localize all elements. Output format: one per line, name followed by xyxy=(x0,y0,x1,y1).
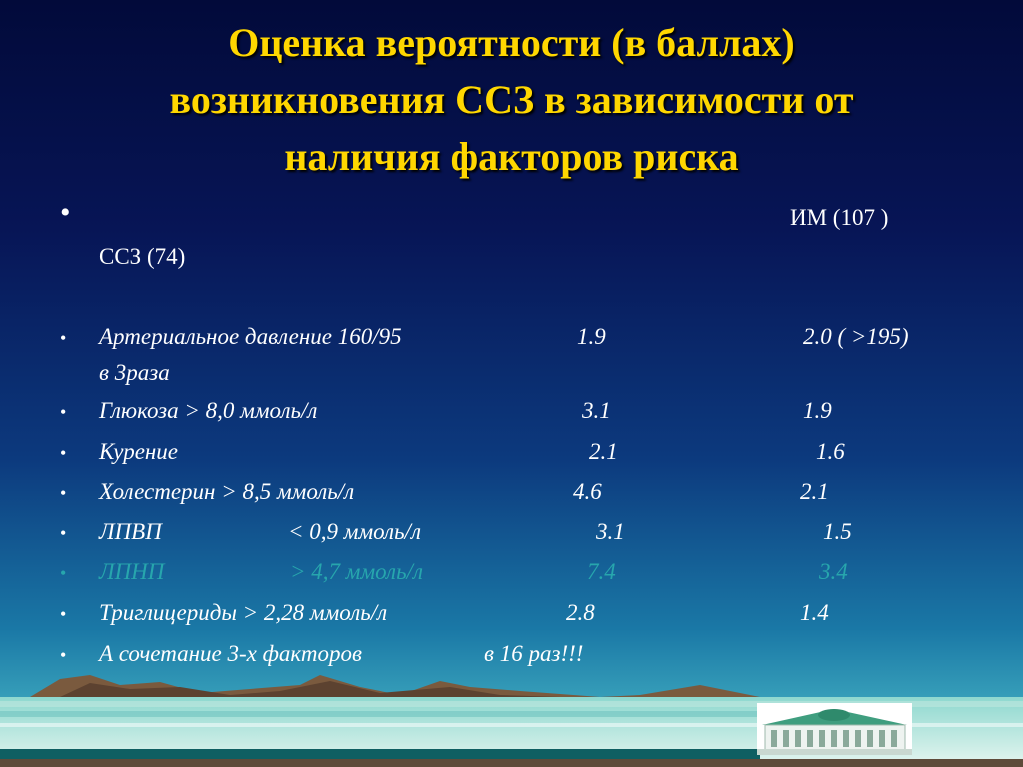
factor-label: Холестерин > 8,5 ммоль/л xyxy=(99,479,355,504)
building-illustration-icon xyxy=(757,703,912,755)
factor-label: А сочетание 3-х факторов xyxy=(99,641,362,666)
factor-label: Артериальное давление 160/95 xyxy=(99,324,402,349)
im-value: 1.9 xyxy=(577,324,606,349)
title-line-3: наличия факторов риска xyxy=(284,134,739,179)
im-value: 4.6 xyxy=(573,479,602,504)
bullet-icon: • xyxy=(60,604,67,624)
header-bullet: • xyxy=(60,196,71,229)
factor-label: ЛПВП xyxy=(99,519,162,544)
im-value: 2.1 xyxy=(589,439,618,464)
factor-label: ЛПНП xyxy=(99,559,165,584)
ssz-value: 1.4 xyxy=(800,600,829,625)
im-value: 2.8 xyxy=(566,600,595,625)
list-item-ldl xyxy=(0,559,1023,599)
im-value: 3.1 xyxy=(596,519,625,544)
bullet-icon: • xyxy=(60,523,67,543)
list-item-cholesterol xyxy=(0,479,1023,519)
bullet-icon: • xyxy=(60,328,67,348)
title-line-2: возникновения ССЗ в зависимости от xyxy=(169,77,854,122)
list-item-hdl xyxy=(0,519,1023,559)
threshold-label: < 0,9 ммоль/л xyxy=(288,519,421,544)
factor-label: Триглицериды > 2,28 ммоль/л xyxy=(99,600,388,625)
ssz-value: 2.1 xyxy=(800,479,829,504)
factor-label: Курение xyxy=(99,439,179,464)
bullet-icon: • xyxy=(60,443,67,463)
list-item-triglycerides xyxy=(0,600,1023,640)
title-line-1: Оценка вероятности (в баллах) xyxy=(228,20,795,65)
ssz-value: 1.6 xyxy=(816,439,845,464)
ssz-value: 1.5 xyxy=(823,519,852,544)
bullet-icon: • xyxy=(60,563,67,583)
ssz-value: 1.9 xyxy=(803,398,832,423)
bullet-icon: • xyxy=(60,483,67,503)
threshold-label: > 4,7 ммоль/л xyxy=(290,559,423,584)
extra-note: в 3раза xyxy=(99,360,170,385)
ssz-value: 3.4 xyxy=(819,559,848,584)
list-item-glucose xyxy=(0,398,1023,438)
factor-label: Глюкоза > 8,0 ммоль/л xyxy=(99,398,318,423)
im-value: в 16 раз!!! xyxy=(484,641,584,666)
bullet-icon: • xyxy=(60,645,67,665)
slide-title xyxy=(0,14,1023,185)
column-header-im: ИМ (107 ) xyxy=(790,205,889,230)
im-value: 3.1 xyxy=(582,398,611,423)
im-value: 7.4 xyxy=(587,559,616,584)
list-item-blood-pressure xyxy=(0,324,1023,385)
list-item-smoking xyxy=(0,439,1023,479)
bullet-icon: • xyxy=(60,402,67,422)
ssz-value: 2.0 ( >195) xyxy=(803,324,909,349)
column-header-ssz: ССЗ (74) xyxy=(99,244,186,269)
